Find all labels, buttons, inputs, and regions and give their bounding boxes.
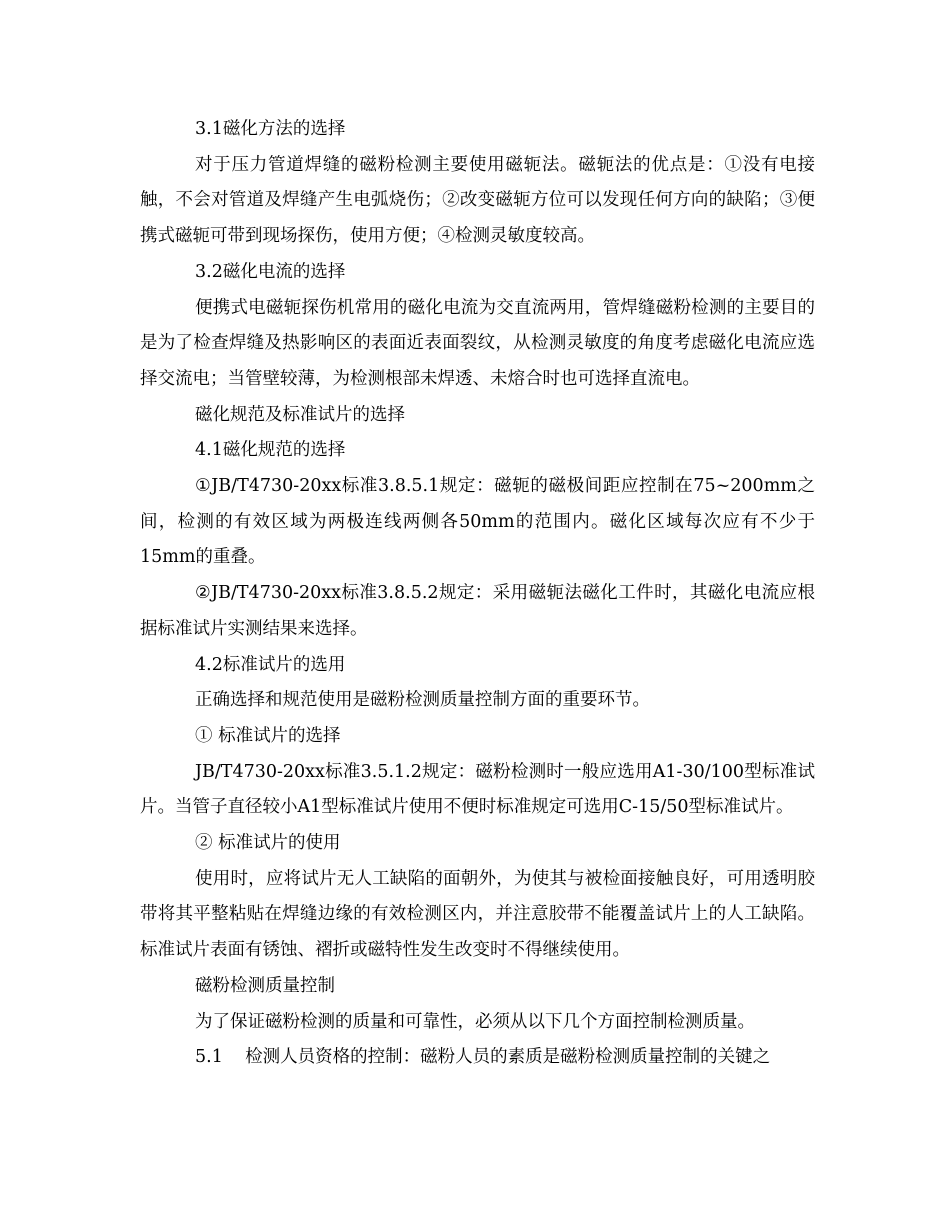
paragraph-test-piece-usage: 使用时，应将试片无人工缺陷的面朝外，为使其与被检面接触良好，可用透明胶带将其平整粘贴在焊缝边缘的有效检测区内，并注意胶带不能覆盖试片上的人工缺陷。标准试片表面有锈蚀、褶折或磁特性发生改变时不得继续使用。 <box>140 868 815 961</box>
paragraph-quality-control-intro: 为了保证磁粉检测的质量和可靠性，必须从以下几个方面控制检测质量。 <box>195 1011 755 1032</box>
paragraph-yoke-method-advantages: 对于压力管道焊缝的磁粉检测主要使用磁轭法。磁轭法的优点是：①没有电接触，不会对管道及焊缝产生电弧烧伤；②改变磁轭方位可以发现任何方向的缺陷；③便携式磁轭可带到现场探伤，使用方便；④检测灵敏度较高。 <box>140 154 815 247</box>
section-heading-4-2: 4.2标准试片的选用 <box>195 654 346 675</box>
paragraph-rule-3-8-5-1: ①JB/T4730-20xx标准3.8.5.1规定：磁轭的磁极间距应控制在75~200mm之间，检测的有效区域为两极连线两侧各50mm的范围内。磁化区域每次应有不少于15mm的重叠。 <box>140 476 815 568</box>
paragraph-rule-3-5-1-2: JB/T4730-20xx标准3.5.1.2规定：磁粉检测时一般应选用A1-30/100型标准试片。当管子直径较小A1型标准试片使用不便时标准规定可选用C-15/50型标准试片。 <box>140 761 815 818</box>
section-heading-3-1: 3.1磁化方法的选择 <box>195 119 346 139</box>
document-body <box>140 112 815 1076</box>
paragraph-magnetizing-current: 便携式电磁轭探伤机常用的磁化电流为交直流两用，管焊缝磁粉检测的主要目的是为了检查焊缝及热影响区的表面近表面裂纹，从检测灵敏度的角度考虑磁化电流应选择交流电；当管壁较薄，为检测根部未焊透、未熔合时也可选择直流电。 <box>140 297 815 389</box>
subheading-test-piece-selection: ① 标准试片的选择 <box>195 725 341 746</box>
paragraph-test-piece-importance: 正确选择和规范使用是磁粉检测质量控制方面的重要环节。 <box>195 690 650 711</box>
paragraph-5-1-personnel: 5.1 检测人员资格的控制：磁粉人员的素质是磁粉检测质量控制的关键之 <box>195 1047 771 1068</box>
subheading-test-piece-usage: ② 标准试片的使用 <box>195 833 341 854</box>
section-heading-3-2: 3.2磁化电流的选择 <box>195 261 346 282</box>
section-heading-5: 磁粉检测质量控制 <box>195 975 335 996</box>
paragraph-rule-3-8-5-2: ②JB/T4730-20xx标准3.8.5.2规定：采用磁轭法磁化工件时，其磁化电流应根据标准试片实测结果来选择。 <box>140 583 815 639</box>
section-heading-4-1: 4.1磁化规范的选择 <box>195 440 346 461</box>
section-heading-4: 磁化规范及标准试片的选择 <box>195 404 405 425</box>
